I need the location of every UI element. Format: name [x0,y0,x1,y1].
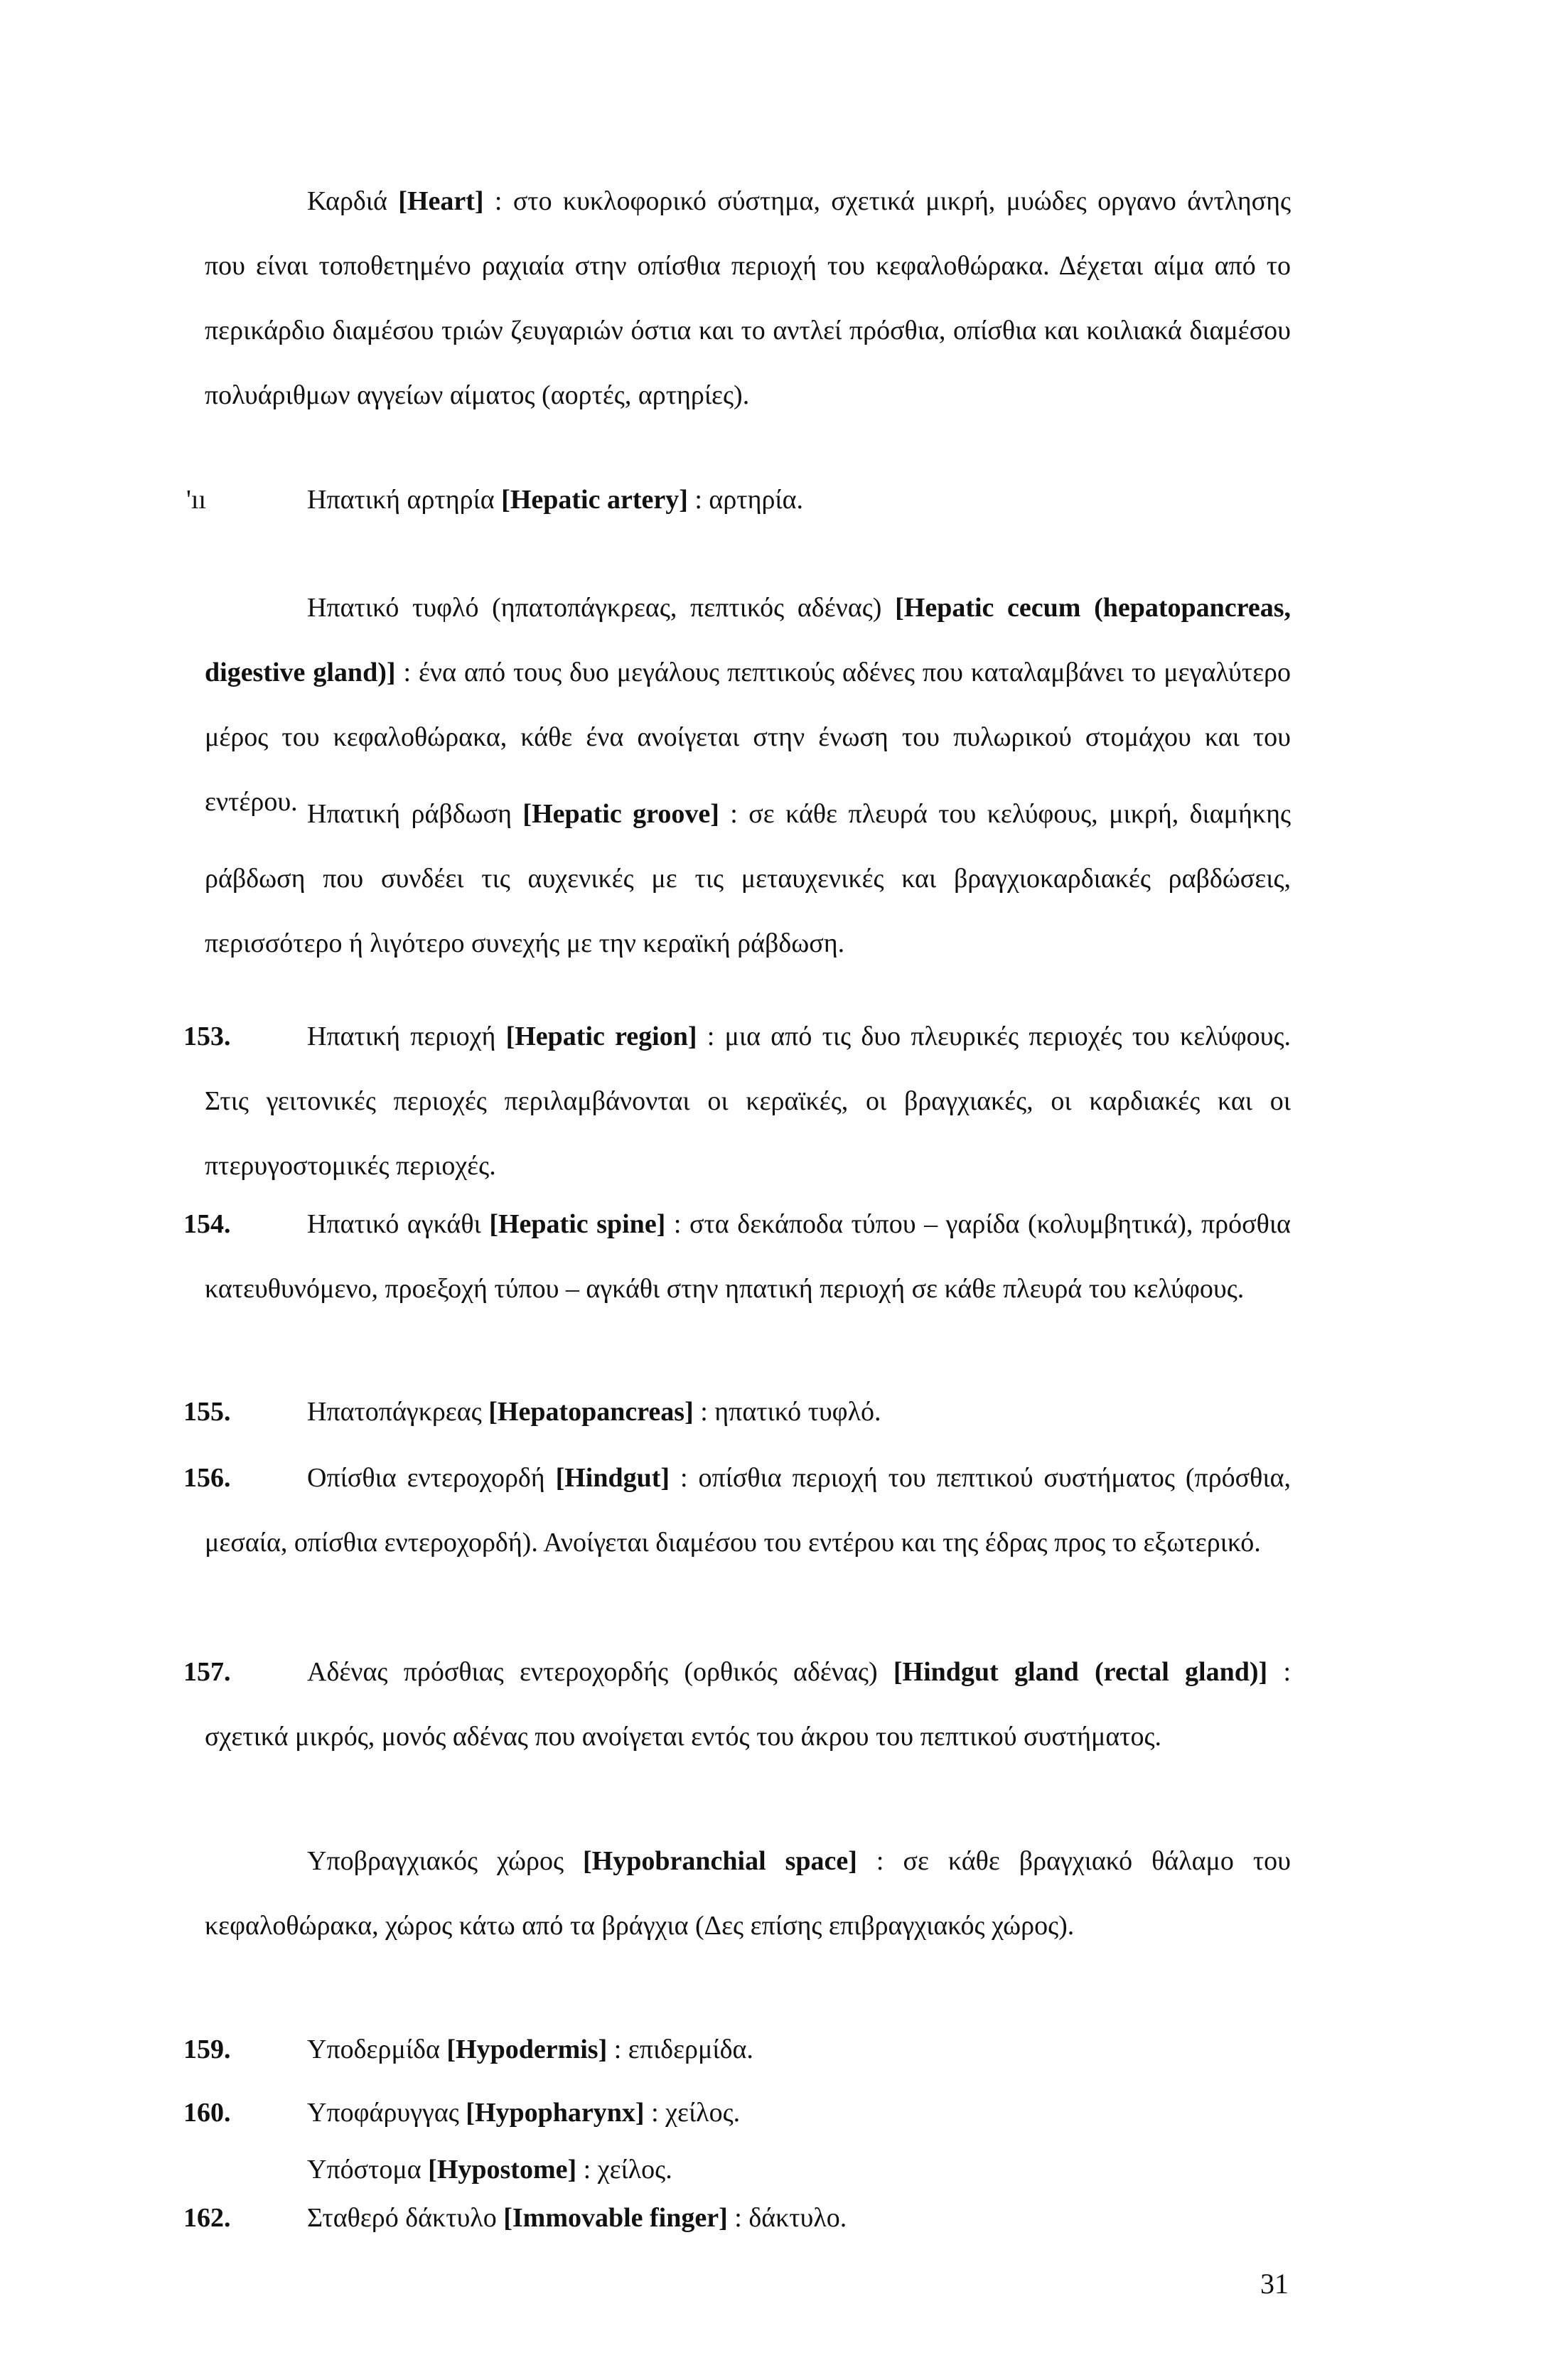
entry-term: [Hypodermis] [446,2035,608,2064]
entry-term: [Hepatic cecum (hepatopancreas, digestive gland)] [205,593,1291,687]
entry-term: [Hepatopancreas] [488,1397,694,1427]
entry-lead: Υποβραγχιακός χώρος [307,1846,584,1876]
entry-term: [Hypostome] [428,2155,577,2185]
entry-text: : ηπατικό τυφλό. [693,1397,881,1427]
entry-number: 159. [183,2035,231,2064]
entry-text: : ένα από τους δυο μεγάλους πεπτικούς αδένες που καταλαμβάνει το μεγαλύτερο μέρος του κεφαλοθώρακα, κάθε ένα ανοίγεται στην ένωση του πυλωρικού στομάχου και του εντέρου. [205,658,1291,817]
entry-number: 154. [183,1209,231,1239]
entry-number: 160. [183,2098,231,2128]
entry-lead: Ηπατική αρτηρία [307,485,502,515]
entry-text: : οπίσθια περιοχή του πεπτικού συστήματος (πρόσθια, μεσαία, οπίσθια εντεροχορδή). Ανοίγεται διαμέσου του εντέρου και της έδρας προς το εξωτερικό. [205,1463,1291,1558]
entry-number: 162. [183,2203,231,2233]
entry-text: : αρτηρία. [687,485,804,515]
entry-text: : σχετικά μικρός, μονός αδένας που ανοίγεται εντός του άκρου του πεπτικού συστήματος. [205,1657,1292,1752]
entry-text: : χείλος. [644,2098,741,2128]
entry-text: : μια από τις δυο πλευρικές περιοχές του κελύφους. Στις γειτονικές περιοχές περιλαμβάνονται οι κεραϊκές, οι βραγχιακές, οι καρδιακές και οι πτερυγοστομικές περιοχές. [205,1022,1291,1181]
entry-lead: Αδένας πρόσθιας εντεροχορδής (ορθικός αδένας) [307,1657,893,1687]
entry-text: : στο κυκλοφορικό σύστημα, σχετικά μικρή, μυώδες οργανο άντλησης που είναι τοποθετημένο ραχιαία στην οπίσθια περιοχή του κεφαλοθώρακα. Δέχεται αίμα από το περικάρδιο διαμέσου τριών ζευγαριών όστια και το αντλεί πρόσθια, οπίσθια και κοιλιακά διαμέσου πολυάριθμων αγγείων αίματος (αορτές, αρτηρίες). [205,186,1291,410]
glossary-entry [205,1829,1291,1958]
entry-lead: Ηπατοπάγκρεας [307,1397,489,1427]
entry-text: : επιδερμίδα. [607,2035,753,2064]
glossary-entry [205,1640,1291,1769]
entry-term: [Hepatic groove] [522,799,719,829]
entry-term: [Hepatic spine] [489,1209,666,1239]
entry-lead: Υποδερμίδα [307,2035,447,2064]
glossary-entry [205,1446,1291,1575]
entry-text: : σε κάθε βραγχιακό θάλαμο του κεφαλοθώρακα, χώρος κάτω από τα βράγχια (Δες επίσης επιβραγχιακός χώρος). [205,1846,1291,1941]
glossary-entry [205,2081,1291,2145]
entry-number: 156. [183,1463,231,1493]
entry-lead: Ηπατικό τυφλό (ηπατοπάγκρεας, πεπτικός αδένας) [307,593,896,623]
glossary-entry [205,1380,1291,1444]
entry-term: [Hypobranchial space] [583,1846,857,1876]
entry-lead: Ηπατική περιοχή [307,1022,506,1051]
entry-term: [Hindgut gland (rectal gland)] [893,1657,1268,1687]
entry-text: : χείλος. [576,2155,672,2185]
entry-number: 153. [183,1022,231,1051]
entry-lead: Σταθερό δάκτυλο [307,2203,504,2233]
entry-lead: Οπίσθια εντεροχορδή [307,1463,556,1493]
page-number: 31 [1260,2268,1289,2300]
glossary-entry [205,1004,1291,1199]
glossary-entry [205,169,1291,428]
entry-number: 155. [183,1397,231,1427]
entry-number: 157. [183,1657,231,1687]
entry-lead: Υπόστομα [307,2155,429,2185]
entry-number: 'ıı [186,485,206,515]
entry-text: : στα δεκάποδα τύπου – γαρίδα (κολυμβητικά), πρόσθια κατευθυνόμενο, προεξοχή τύπου – αγκάθι στην ηπατική περιοχή σε κάθε πλευρά του κελύφους. [205,1209,1291,1304]
entry-term: [Hepatic artery] [501,485,688,515]
entry-term: [Hypopharynx] [466,2098,645,2128]
entry-lead: Υποφάρυγγας [307,2098,466,2128]
entry-term: [Heart] [398,186,484,216]
entry-term: [Immovable finger] [503,2203,728,2233]
entry-text: : δάκτυλο. [727,2203,847,2233]
entry-lead: Καρδιά [307,186,399,216]
glossary-entry [205,782,1291,976]
entry-text: : σε κάθε πλευρά του κελύφους, μικρή, διαμήκης ράβδωση που συνδέει τις αυχενικές με τις μεταυχενικές και βραγχιοκαρδιακές ραβδώσεις, περισσότερο ή λιγότερο συνεχής με την κεραϊκή ράβδωση. [205,799,1291,958]
glossary-entry [205,468,1291,532]
entry-term: [Hindgut] [555,1463,670,1493]
glossary-entry [205,2017,1291,2082]
glossary-entry [205,1192,1291,1322]
entry-lead: Ηπατική ράβδωση [307,799,523,829]
entry-lead: Ηπατικό αγκάθι [307,1209,490,1239]
glossary-entry [205,2186,1291,2251]
entry-term: [Hepatic region] [505,1022,697,1051]
